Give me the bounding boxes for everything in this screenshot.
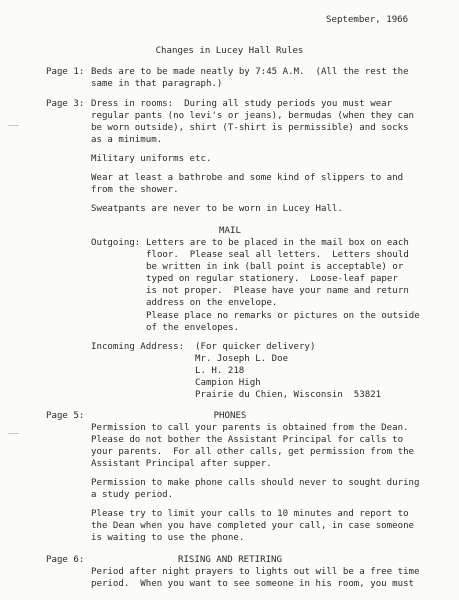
phones-line: a study period.: [91, 490, 174, 500]
outgoing-line: be written in ink (ball point is acceptable) or: [146, 262, 404, 272]
dress-line: be worn outside), shirt (T-shirt is permissible) and socks: [91, 123, 409, 133]
outgoing-line: typed on regular stationery. Loose-leaf paper: [146, 274, 398, 284]
phones-heading: PHONES: [213, 411, 247, 421]
outgoing-line: address on the envelope.: [146, 298, 278, 308]
rising-heading: RISING AND RETIRING: [177, 555, 283, 565]
phones-line: Assistant Principal after supper.: [91, 459, 272, 469]
phones-line: Please try to limit your calls to 10 minutes and report to: [91, 509, 409, 519]
phones-line: your parents. For all other calls, get permission from the: [91, 447, 415, 457]
phones-line: Please do not bother the Assistant Principal for calls to: [91, 435, 404, 445]
remarks-line: Please place no remarks or pictures on the outside: [146, 311, 420, 321]
margin-mark: [8, 433, 19, 434]
page1-line: same in that paragraph.): [91, 79, 223, 89]
page1-line: Beds are to be made neatly by 7:45 A.M. (All the rest the: [91, 67, 409, 77]
section-label-page6: Page 6:: [46, 555, 85, 565]
address-line: L. H. 218: [195, 366, 245, 376]
dress-line: regular pants (no levi's or jeans), bermudas (when they can: [91, 111, 415, 121]
military-line: Military uniforms etc.: [91, 154, 212, 164]
mail-heading: MAIL: [219, 226, 241, 236]
section-label-page5: Page 5:: [46, 411, 85, 421]
rising-line: Period after night prayers to lights out will be a free time: [91, 567, 420, 577]
outgoing-line: Letters are to be placed in the mail box on each: [146, 238, 409, 248]
phones-line: Permission to call your parents is obtained from the Dean.: [91, 423, 409, 433]
section-label-page3: Page 3:: [46, 99, 85, 109]
bathrobe-line: Wear at least a bathrobe and some kind of slippers to and: [91, 173, 404, 183]
incoming-label: Incoming Address:: [91, 342, 185, 352]
outgoing-label: Outgoing:: [91, 238, 141, 248]
section-label-page1: Page 1:: [46, 67, 85, 77]
outgoing-line: is not proper. Please have your name and return: [146, 286, 409, 296]
address-line: Prairie du Chien, Wisconsin 53821: [195, 390, 382, 400]
address-line: Mr. Joseph L. Doe: [195, 354, 289, 364]
document-date: September, 1966: [326, 15, 409, 25]
phones-line: Permission to make phone calls should never to sought during: [91, 478, 420, 488]
outgoing-line: floor. Please seal all letters. Letters should: [146, 250, 409, 260]
margin-mark: [8, 125, 19, 126]
bathrobe-line: from the shower.: [91, 185, 179, 195]
sweatpants-line: Sweatpants are never to be worn in Lucey Hall.: [91, 204, 343, 214]
remarks-line: of the envelopes.: [146, 323, 240, 333]
incoming-note: (For quicker delivery): [195, 342, 316, 352]
document-title: Changes in Lucey Hall Rules: [155, 46, 304, 56]
rising-line: period. When you want to see someone in his room, you must: [91, 579, 415, 589]
phones-line: is waiting to use the phone.: [91, 533, 245, 543]
dress-line: as a minimum.: [91, 135, 163, 145]
phones-line: the Dean when you have completed your call, in case someone: [91, 521, 415, 531]
dress-line: Dress in rooms: During all study periods you must wear: [91, 99, 393, 109]
address-line: Campion High: [195, 378, 261, 388]
